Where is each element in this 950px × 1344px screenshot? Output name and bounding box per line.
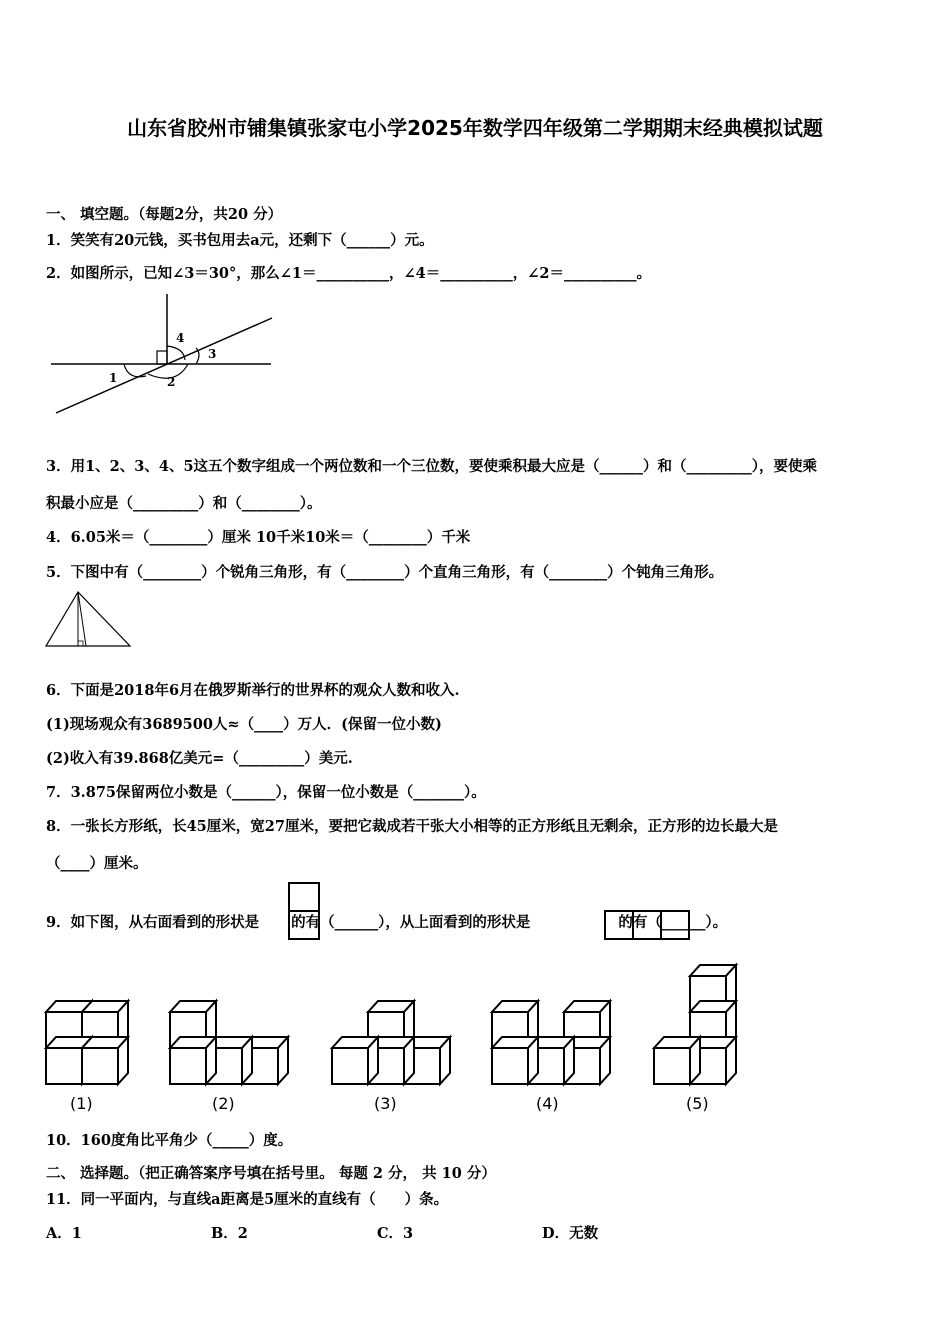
question-6: 6．下面是2018年6月在俄罗斯举行的世界杯的观众人数和收入. xyxy=(46,682,460,699)
question-5: 5．下图中有（________）个锐角三角形，有（________）个直角三角形，有（________）个钝角三角形。 xyxy=(46,564,724,581)
cube-figures xyxy=(40,962,760,1122)
question-6-part-1: (1)现场观众有3689500人≈（____）万人．(保留一位小数) xyxy=(46,716,442,733)
question-6-part-2: (2)收入有39.868亿美元=（_________）美元. xyxy=(46,750,353,767)
figure-label-1: (1) xyxy=(70,1094,93,1113)
triangle-figure xyxy=(44,590,134,648)
angle-label-4: 4 xyxy=(176,331,185,345)
question-4: 4．6.05米＝（________）厘米 10千米10米＝（________）千米 xyxy=(46,529,471,546)
question-7: 7．3.875保留两位小数是（______），保留一位小数是（_______）。 xyxy=(46,784,486,801)
top-view-shape-2 xyxy=(632,910,662,940)
question-8-line-1: 8．一张长方形纸，长45厘米，宽27厘米，要把它裁成若干张大小相等的正方形纸且无剩余，正方形的边长最大是 xyxy=(46,818,778,835)
top-view-shape-1 xyxy=(604,910,634,940)
right-angle-mark xyxy=(78,641,83,646)
question-8-line-2: （____）厘米。 xyxy=(46,855,148,872)
cube-figure-3 xyxy=(332,1001,450,1084)
question-10: 10．160度角比平角少（_____）度。 xyxy=(46,1132,293,1149)
angle-figure xyxy=(46,290,278,420)
figure-label-2: (2) xyxy=(212,1094,235,1113)
question-2: 2．如图所示，已知∠3＝30°，那么∠1＝__________，∠4＝__________，∠2＝__________。 xyxy=(46,265,651,282)
right-view-shape-bottom xyxy=(288,910,320,940)
question-11: 11．同一平面内，与直线a距离是5厘米的直线有（ ）条。 xyxy=(46,1191,449,1208)
cube-figure-4 xyxy=(492,1001,610,1084)
angle-label-3: 3 xyxy=(208,347,217,361)
cevian-line xyxy=(78,592,86,646)
figure-label-4: (4) xyxy=(536,1094,559,1113)
page-title: 山东省胶州市铺集镇张家屯小学2025年数学四年级第二学期期末经典模拟试题 xyxy=(127,116,823,140)
cube-figure-5 xyxy=(654,965,736,1084)
cube-figure-1 xyxy=(46,1001,128,1084)
angle-label-1: 1 xyxy=(109,371,118,385)
outer-triangle xyxy=(46,592,130,646)
option-d[interactable]: D．无数 xyxy=(542,1225,599,1242)
question-1: 1．笑笑有20元钱，买书包用去a元，还剩下（______）元。 xyxy=(46,232,434,249)
cube-figure-2 xyxy=(170,1001,288,1084)
option-b[interactable]: B．2 xyxy=(211,1225,248,1242)
section1-heading: 一、 填空题。（每题2分，共20 分） xyxy=(46,206,283,223)
question-9-part-2: 的有（______），从上面看到的形状是 xyxy=(291,914,531,931)
question-9-part-3: 的有（______）。 xyxy=(618,914,728,931)
question-3-line-2: 积最小应是（_________）和（________）。 xyxy=(46,495,322,512)
question-3-line-1: 3．用1、2、3、4、5这五个数字组成一个两位数和一个三位数，要使乘积最大应是（______）和（_________），要使乘 xyxy=(46,458,818,475)
option-c[interactable]: C．3 xyxy=(377,1225,414,1242)
oblique-line xyxy=(56,318,272,413)
top-view-shape-3 xyxy=(660,910,690,940)
option-a[interactable]: A．1 xyxy=(46,1225,82,1242)
figure-label-3: (3) xyxy=(374,1094,397,1113)
question-9-part-1: 9．如下图，从右面看到的形状是 xyxy=(46,914,260,931)
figure-label-5: (5) xyxy=(686,1094,709,1113)
right-angle-mark xyxy=(157,351,167,364)
angle-label-2: 2 xyxy=(167,375,176,389)
right-view-shape-top xyxy=(288,882,320,912)
section2-heading: 二、 选择题。（把正确答案序号填在括号里。 每题 2 分， 共 10 分） xyxy=(46,1165,496,1182)
